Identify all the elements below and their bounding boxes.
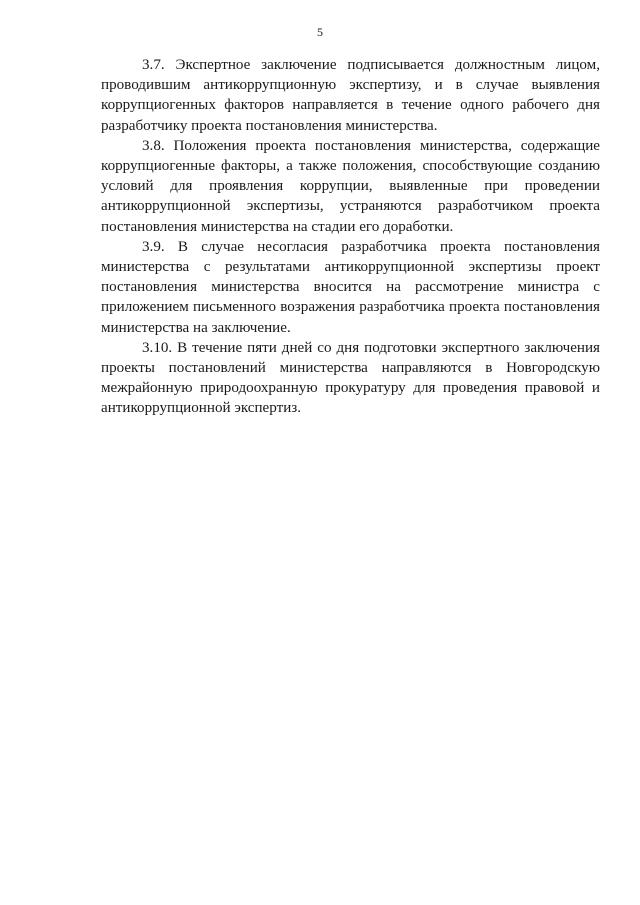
page-number: 5 [317,25,323,39]
paragraph-3-8: 3.8. Положения проекта постановления министерства, содержащие коррупциогенные факторы, а также положения, способствующие созданию условий для проявления коррупции, выявленные при проведении антикоррупционной экспертизы, устраняются разработчиком проекта постановления министерства на стадии его доработки. [101,137,600,235]
paragraph-3-9: 3.9. В случае несогласия разработчика проекта постановления министерства с результатами антикоррупционной экспертизы проект постановления министерства вносится на рассмотрение министра с приложением письменного возражения разработчика проекта постановления министерства на заключение. [101,238,600,336]
paragraph-3-10: 3.10. В течение пяти дней со дня подготовки экспертного заключения проекты постановлений министерства направляются в Новгородскую межрайонную природоохранную прокуратуру для проведения правовой и антикоррупционной экспертиз. [101,339,600,417]
paragraph-3-7: 3.7. Экспертное заключение подписывается должностным лицом, проводившим антикоррупционную экспертизу, и в случае выявления коррупциогенных факторов направляется в течение одного рабочего дня разработчику проекта постановления министерства. [101,57,600,134]
document-body [101,55,600,419]
